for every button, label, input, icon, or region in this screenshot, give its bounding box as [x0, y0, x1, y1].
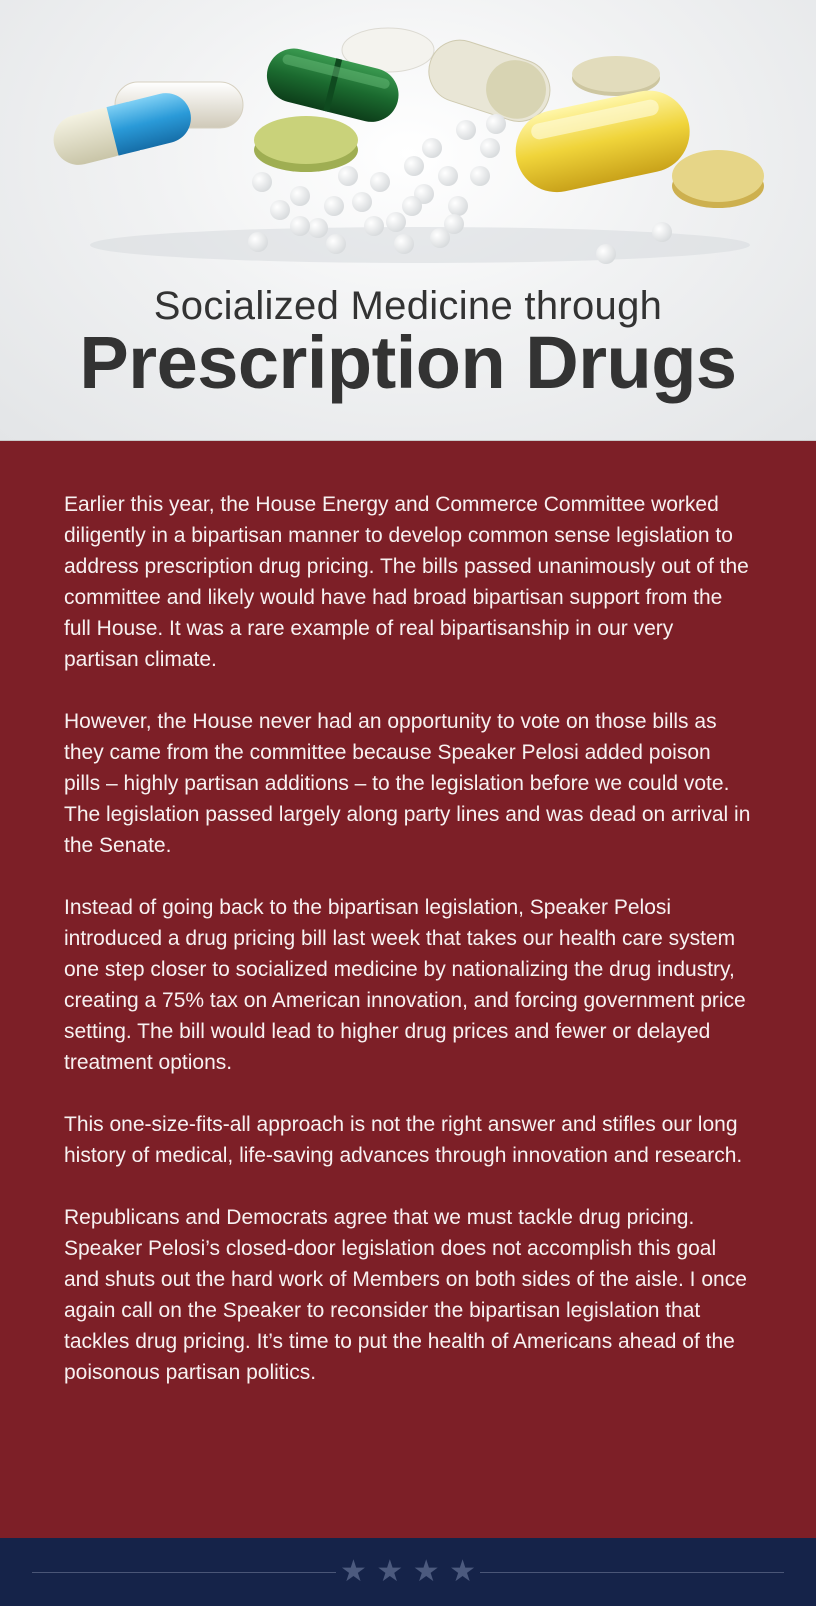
star-icon: ★: [340, 1554, 367, 1589]
article-body: [0, 441, 816, 1490]
header-title: Prescription Drugs: [79, 321, 737, 404]
header-hero: [0, 0, 816, 441]
footer-divider: [32, 1572, 336, 1573]
star-icon: ★: [412, 1554, 440, 1589]
article-paragraph: Instead of going back to the bipartisan legislation, Speaker Pelosi introduced a drug pricing bill last week that takes our health care system one step closer to socialized medicine by nationalizing the drug industry, creating a 75% tax on American innovation, and forcing government price setting. The bill would lead to higher drug prices and fewer or delayed treatment options.: [64, 896, 746, 1074]
footer-stars: [340, 1552, 476, 1592]
header-subtitle: Socialized Medicine through: [153, 284, 663, 328]
star-icon: ★: [449, 1554, 476, 1589]
footer-banner: [0, 1538, 816, 1606]
footer-divider: [480, 1572, 784, 1573]
article-paragraph: Republicans and Democrats agree that we must tackle drug pricing. Speaker Pelosi’s closed-door legislation does not accomplish this goal and shuts out the hard work of Members on both sides of the aisle. I once again call on the Speaker to reconsider the bipartisan legislation that tackles drug pricing. It’s time to put the health of Americans ahead of the poisonous partisan politics.: [64, 1206, 747, 1384]
star-icon: ★: [376, 1554, 404, 1589]
article-paragraph: This one-size-fits-all approach is not the right answer and stifles our long history of medical, life-saving advances through innovation and research.: [64, 1113, 743, 1167]
pills-illustration: [0, 0, 816, 280]
article-paragraph: Earlier this year, the House Energy and Commerce Committee worked diligently in a bipartisan manner to develop common sense legislation to address prescription drug pricing. The bills passed unanimously out of the committee and likely would have had broad bipartisan support from the full House. It was a rare example of real bipartisanship in our very partisan climate.: [64, 493, 749, 671]
article-paragraph: However, the House never had an opportunity to vote on those bills as they came from the committee because Speaker Pelosi added poison pills – highly partisan additions – to the legislation before we could vote. The legislation passed largely along party lines and was dead on arrival in the Senate.: [64, 710, 751, 857]
